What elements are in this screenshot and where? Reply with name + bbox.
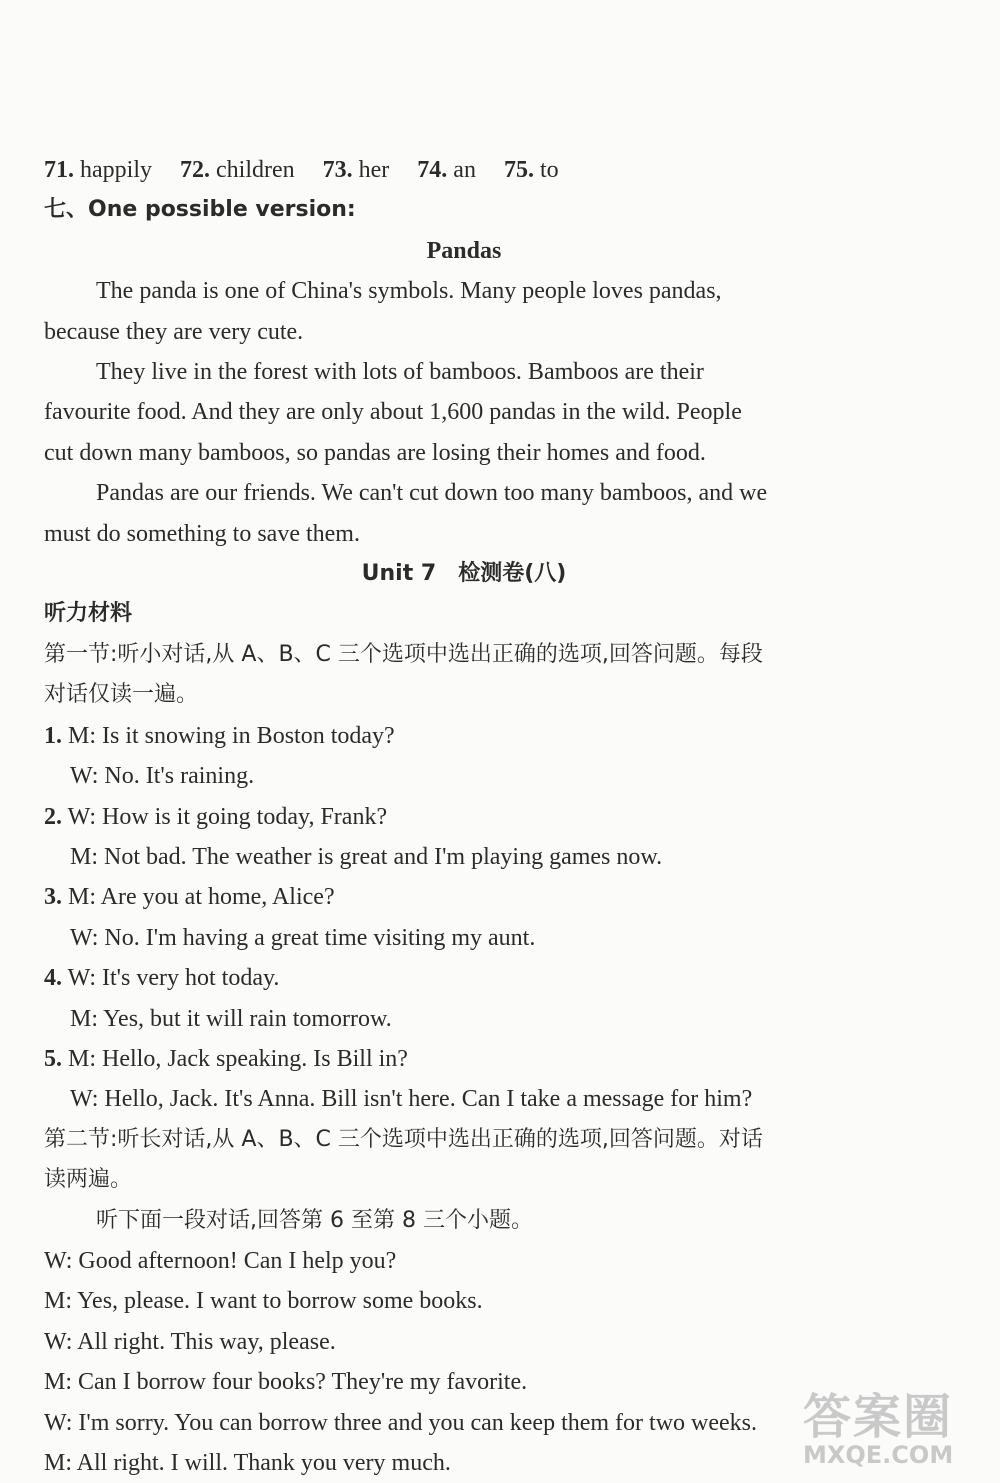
answer-item-71: 71. happily [44,157,152,183]
part2-instructions: 第二节:听长对话,从 A、B、C 三个选项中选出正确的选项,回答问题。对话 [44,1126,763,1152]
dialogue-line: 5. M: Hello, Jack speaking. Is Bill in? [44,1045,408,1072]
answer-item-74: 74. an [417,157,476,183]
listening-heading: 听力材料 [44,601,133,627]
part1-instructions: 对话仅读一遍。 [44,682,199,708]
answer-item-73: 73. her [322,157,390,183]
dialogue-line: M: Yes, but it will rain tomorrow. [70,1005,392,1032]
essay-line: Pandas are our friends. We can't cut down too many bamboos, and we [96,480,768,507]
essay-line: cut down many bamboos, so pandas are losing their homes and food. [44,439,706,466]
dialogue-line: W: Hello, Jack. It's Anna. Bill isn't here. Can I take a message for him? [70,1086,753,1113]
part1-instructions: 第一节:听小对话,从 A、B、C 三个选项中选出正确的选项,回答问题。每段 [44,641,763,667]
essay-line: The panda is one of China's symbols. Many people loves pandas, [96,278,722,305]
long-dialogue-line: M: Yes, please. I want to borrow some books. [44,1288,483,1315]
watermark-logo [803,1378,978,1469]
unit-title: Unit 7 检测卷(八) [361,561,567,587]
watermark-site-text: MXQE.COM [803,1441,954,1469]
answer-item-75: 75. to [503,157,559,183]
essay-line: must do something to save them. [44,520,360,547]
answer-item-72: 72. children [180,157,295,183]
essay-line: because they are very cute. [44,318,304,345]
part2-intro: 听下面一段对话,回答第 6 至第 8 三个小题。 [96,1207,533,1233]
dialogue-line: W: No. It's raining. [70,763,255,790]
dialogue-line: 3. M: Are you at home, Alice? [44,884,335,911]
dialogue-line: M: Not bad. The weather is great and I'm playing games now. [70,843,663,870]
dialogue-line: 2. W: How is it going today, Frank? [44,803,388,830]
long-dialogue-line: W: I'm sorry. You can borrow three and you can keep them for two weeks. [44,1409,758,1436]
dialogue-line: W: No. I'm having a great time visiting my aunt. [70,924,536,951]
part2-instructions: 读两遍。 [44,1167,133,1193]
essay-line: favourite food. And they are only about 1,600 pandas in the wild. People [44,399,742,426]
answer-row [44,150,884,190]
watermark-logo-text: 答案圈 [803,1389,954,1445]
long-dialogue-line: W: Good afternoon! Can I help you? [44,1247,397,1274]
section-heading: 七、One possible version: [44,197,356,223]
dialogue-line: 1. M: Is it snowing in Boston today? [44,722,395,749]
essay-line: They live in the forest with lots of bamboos. Bamboos are their [96,359,704,386]
dialogue-line: 4. W: It's very hot today. [44,965,280,992]
essay-title: Pandas [426,237,502,264]
long-dialogue-line: M: All right. I will. Thank you very much. [44,1450,451,1476]
long-dialogue-line: W: All right. This way, please. [44,1328,336,1355]
answer-page [44,150,884,1483]
long-dialogue-line: M: Can I borrow four books? They're my favorite. [44,1369,528,1396]
